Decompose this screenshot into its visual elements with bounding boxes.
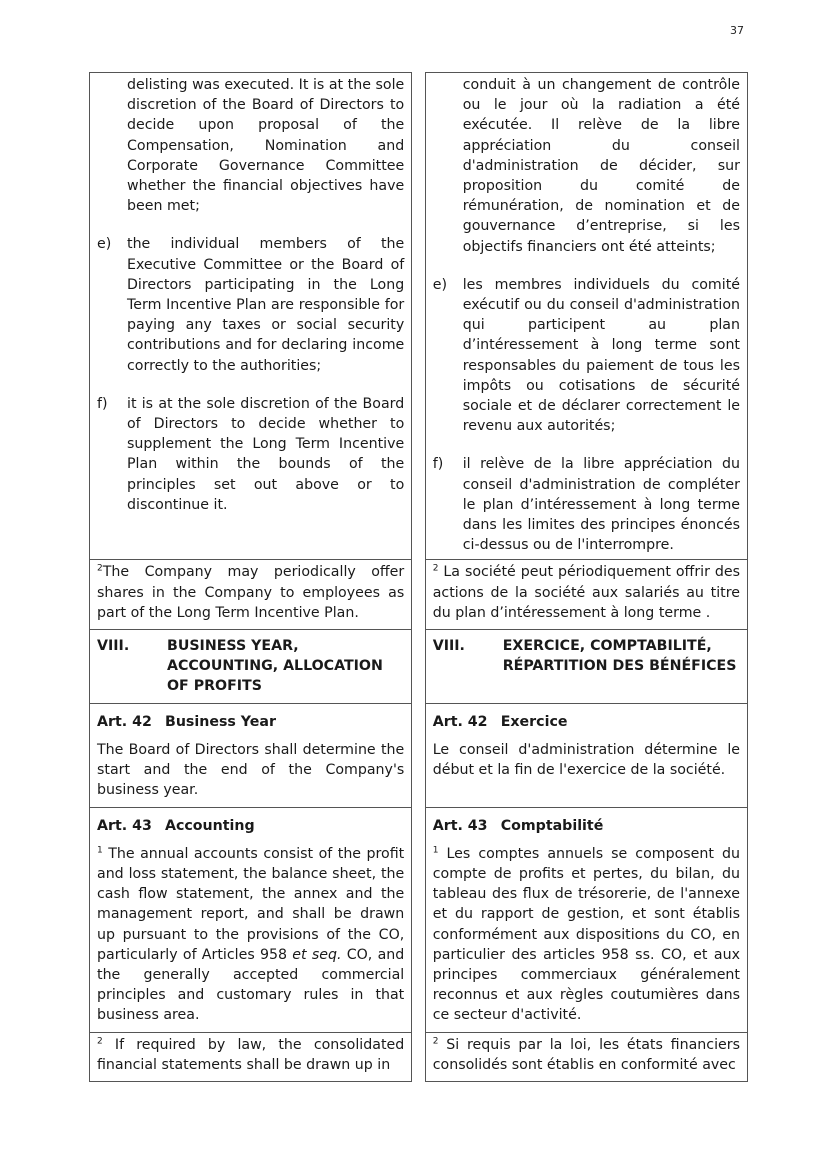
list-item-text: the individual members of the Executive Committee or the Board of Directors participating in the Long Term Incentive Plan are responsible for paying any taxes or social security contributions and for declaring income correctly to the authorities; [127, 236, 405, 374]
article-heading [97, 816, 404, 836]
section-title: EXERCICE, COMPTABILITÉ, RÉPARTITION DES BÉNÉFICES [502, 638, 737, 675]
list-item [433, 275, 740, 437]
article-title: Business Year [165, 713, 276, 730]
list-marker: f) [97, 395, 108, 412]
paragraph-text: CO, and the generally accepted commercial principles and customary rules in that business area. [97, 946, 405, 1024]
list-item [97, 234, 404, 375]
paragraph-number: 2 [432, 563, 439, 574]
english-cell [90, 807, 412, 1032]
french-cell [425, 560, 747, 630]
list-marker: e) [432, 276, 447, 293]
article-heading [433, 816, 740, 836]
column-gap [412, 1032, 425, 1081]
section-heading [433, 636, 740, 676]
section-heading [97, 636, 404, 697]
paragraph [97, 562, 404, 623]
list-marker: e) [97, 236, 112, 253]
paragraph-number: 2 [432, 1035, 439, 1046]
paragraph [97, 1035, 404, 1075]
list-row [90, 73, 748, 560]
article-heading [97, 712, 404, 732]
english-cell [90, 1032, 412, 1081]
column-gap [412, 807, 425, 1032]
paragraph-number: 1 [97, 844, 103, 855]
paragraph-text: If required by law, the consolidated financial statements shall be drawn up in [97, 1036, 405, 1073]
section-title: BUSINESS YEAR, ACCOUNTING, ALLOCATION OF PROFITS [167, 638, 383, 695]
column-gap [412, 703, 425, 807]
english-cell [90, 73, 412, 560]
french-cell [425, 73, 747, 560]
consolidated-row [90, 1032, 748, 1081]
section-heading-row [90, 630, 748, 704]
paragraph-number: 2 [97, 1035, 103, 1046]
list-item [97, 394, 404, 515]
paragraph-number: 1 [432, 844, 439, 855]
article-43-row [90, 807, 748, 1032]
paragraph-text: La société peut périodiquement offrir des actions de la société aux salariés au titre du plan d’intéressement à long terme . [432, 564, 740, 621]
french-cell [425, 807, 747, 1032]
list-item-text: il relève de la libre appréciation du conseil d'administration de compléter le plan d’intéressement à long terme dans les limites des principes énoncés ci-dessus ou de l'interrompre. [462, 456, 740, 554]
list-item-text: les membres individuels du comité exécutif ou du conseil d'administration qui participent au plan d’intéressement à long terme sont responsables du paiement de tous les impôts ou cotisations de sécurité sociale et de déclarer correctement le revenu aux autorités; [462, 276, 740, 435]
bilingual-articles-table [89, 72, 748, 1082]
article-heading [433, 712, 740, 732]
french-cell [425, 703, 747, 807]
paragraph [433, 844, 740, 1026]
article-title: Comptabilité [500, 817, 604, 834]
section-number: VIII. [97, 638, 130, 655]
article-label: Art. 42 [97, 713, 152, 730]
paragraph [433, 1035, 740, 1075]
paragraph [97, 844, 404, 1026]
list-marker: f) [432, 456, 444, 473]
english-cell [90, 630, 412, 704]
list-item-text: it is at the sole discretion of the Board of Directors to decide whether to supplement the Long Term Incentive Plan within the bounds of the principles set out above or to discontinue it. [127, 395, 405, 513]
column-gap [412, 560, 425, 630]
article-title: Exercice [500, 713, 568, 730]
paragraph-text: The annual accounts consist of the profit and loss statement, the balance sheet, the cash flow statement, the annex and the management report, and shall be drawn up pursuant to the provisions of the CO, particularly of Articles 958 [97, 845, 405, 963]
article-42-row [90, 703, 748, 807]
french-cell [425, 1032, 747, 1081]
article-text: The Board of Directors shall determine the start and the end of the Company's business year. [97, 741, 405, 799]
article-text: Le conseil d'administration détermine le début et la fin de l'exercice de la société. [432, 741, 740, 779]
list-item [433, 454, 740, 555]
column-gap [412, 73, 425, 560]
paragraph [433, 562, 740, 623]
paragraph-text: The Company may periodically offer shares in the Company to employees as part of the Long Term Incentive Plan. [97, 564, 405, 621]
column-gap [412, 630, 425, 704]
paragraph-text: Les comptes annuels se composent du compte de profits et pertes, du bilan, du tableau des flux de trésorerie, de l'annexe et du rapport de gestion, et sont établis conformément aux dispositions du CO, en particulier des articles 958 ss. CO, et aux principes commerciaux généralement reconnus et aux règles coutumières dans ce secteur d'activité. [432, 845, 740, 1024]
paragraph-number: 2 [97, 563, 103, 574]
paragraph-text: Si requis par la loi, les états financiers consolidés sont établis en conformité avec [432, 1036, 740, 1073]
english-cell [90, 703, 412, 807]
article-title: Accounting [165, 817, 255, 834]
article-label: Art. 42 [432, 713, 488, 730]
list-continuation: delisting was executed. It is at the sole discretion of the Board of Directors to decide upon proposal of the Compensation, Nomination and Corporate Governance Committee whether the financial objectives have been met; [127, 77, 405, 215]
article-label: Art. 43 [432, 817, 488, 834]
section-number: VIII. [432, 638, 465, 655]
shares-row [90, 560, 748, 630]
french-cell [425, 630, 747, 704]
paragraph-italic: et seq. [292, 946, 342, 963]
article-label: Art. 43 [97, 817, 152, 834]
english-cell [90, 560, 412, 630]
list-continuation: conduit à un changement de contrôle ou le jour où la radiation a été exécutée. Il relève de la libre appréciation du conseil d'administration de décider, sur proposition du comité de rémunération, de nomination et de gouvernance d’entreprise, si les objectifs financiers ont été atteints; [462, 77, 740, 255]
page-number: 37 [730, 24, 744, 37]
